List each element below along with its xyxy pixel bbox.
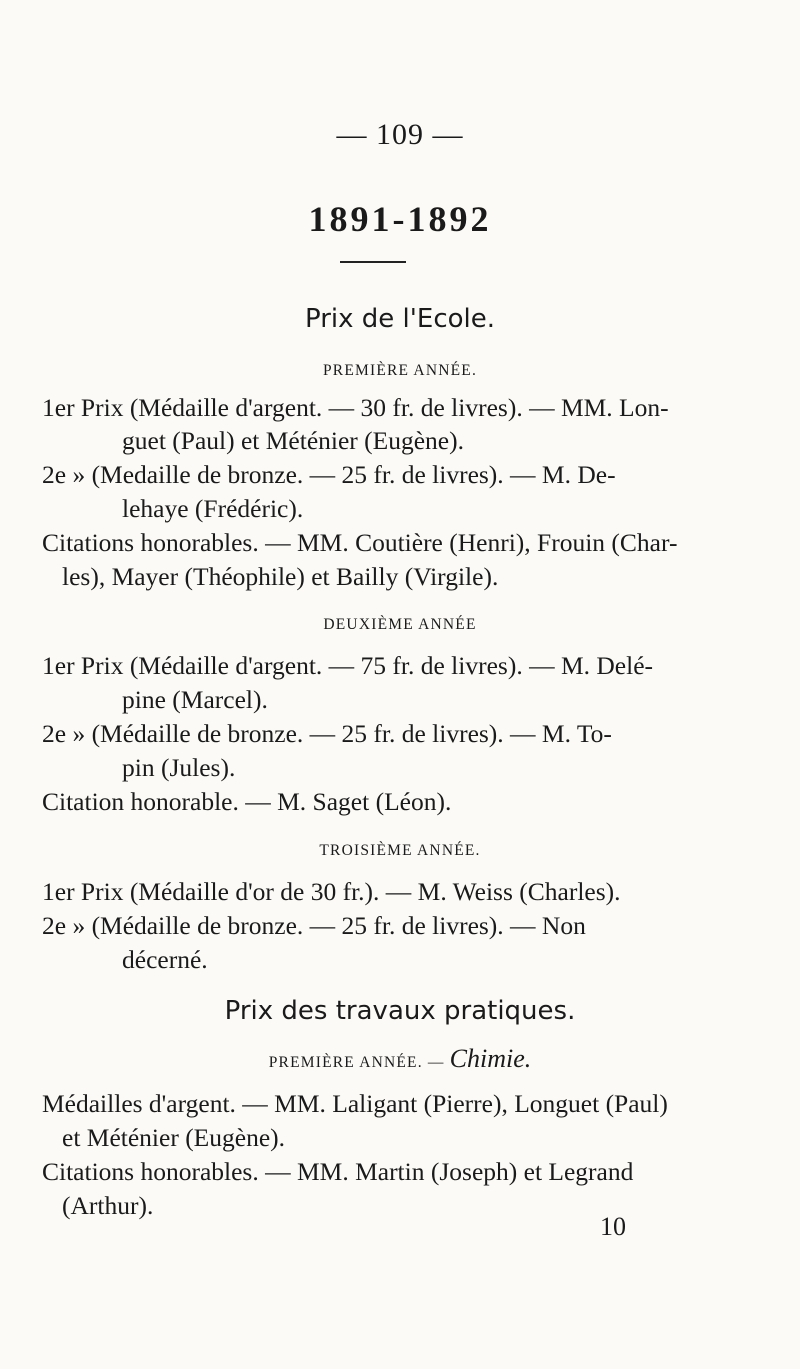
subheading-premiere-annee-chimie: [0, 1044, 800, 1074]
text-line: Citations honorables. — MM. Coutière (Henri), Frouin (Char-: [42, 528, 678, 557]
text-line: 2e » (Medaille de bronze. — 25 fr. de livres). — M. De-: [42, 460, 616, 489]
section-title-prix-ecole: Prix de l'Ecole.: [304, 304, 496, 334]
signature-mark: 10: [600, 1212, 626, 1241]
text-line: 1er Prix (Médaille d'argent. — 30 fr. de livres). — MM. Lon-: [42, 393, 669, 422]
text-line: 1er Prix (Médaille d'or de 30 fr.). — M. Weiss (Charles).: [42, 877, 621, 906]
text-line: 2e » (Médaille de bronze. — 25 fr. de livres). — Non: [42, 911, 586, 940]
subject-chimie: Chimie.: [449, 1044, 532, 1073]
text-line: les), Mayer (Théophile) et Bailly (Virgile).: [62, 562, 499, 591]
text-line: pin (Jules).: [122, 753, 236, 782]
text-line: Citation honorable. — M. Saget (Léon).: [42, 787, 452, 816]
text-line: (Arthur).: [62, 1191, 154, 1220]
text-line: Médailles d'argent. — MM. Laligant (Pierre), Longuet (Paul): [42, 1089, 668, 1118]
subheading-deuxieme-annee: DEUXIÈME ANNÉE: [323, 616, 477, 633]
subheading-troisieme-annee: TROISIÈME ANNÉE.: [319, 842, 481, 859]
text-line: 1er Prix (Médaille d'argent. — 75 fr. de livres). — M. Delé-: [42, 651, 654, 680]
year-heading: 1891-1892: [308, 199, 492, 239]
text-line: guet (Paul) et Méténier (Eugène).: [122, 426, 464, 455]
subheading-premiere-annee: PREMIÈRE ANNÉE.: [322, 362, 478, 379]
text-line: et Méténier (Eugène).: [62, 1123, 286, 1152]
text-line: 2e » (Médaille de bronze. — 25 fr. de livres). — M. To-: [42, 719, 612, 748]
text-line: Citations honorables. — MM. Martin (Joseph) et Legrand: [42, 1157, 634, 1186]
subheading-label: PREMIÈRE ANNÉE. —: [268, 1054, 445, 1071]
section-title-travaux-pratiques: Prix des travaux pratiques.: [224, 996, 576, 1026]
text-line: décerné.: [122, 945, 208, 974]
divider: [340, 261, 406, 263]
page-number: — 109 —: [336, 118, 464, 151]
text-line: pine (Marcel).: [122, 685, 268, 714]
text-line: lehaye (Frédéric).: [122, 494, 304, 523]
